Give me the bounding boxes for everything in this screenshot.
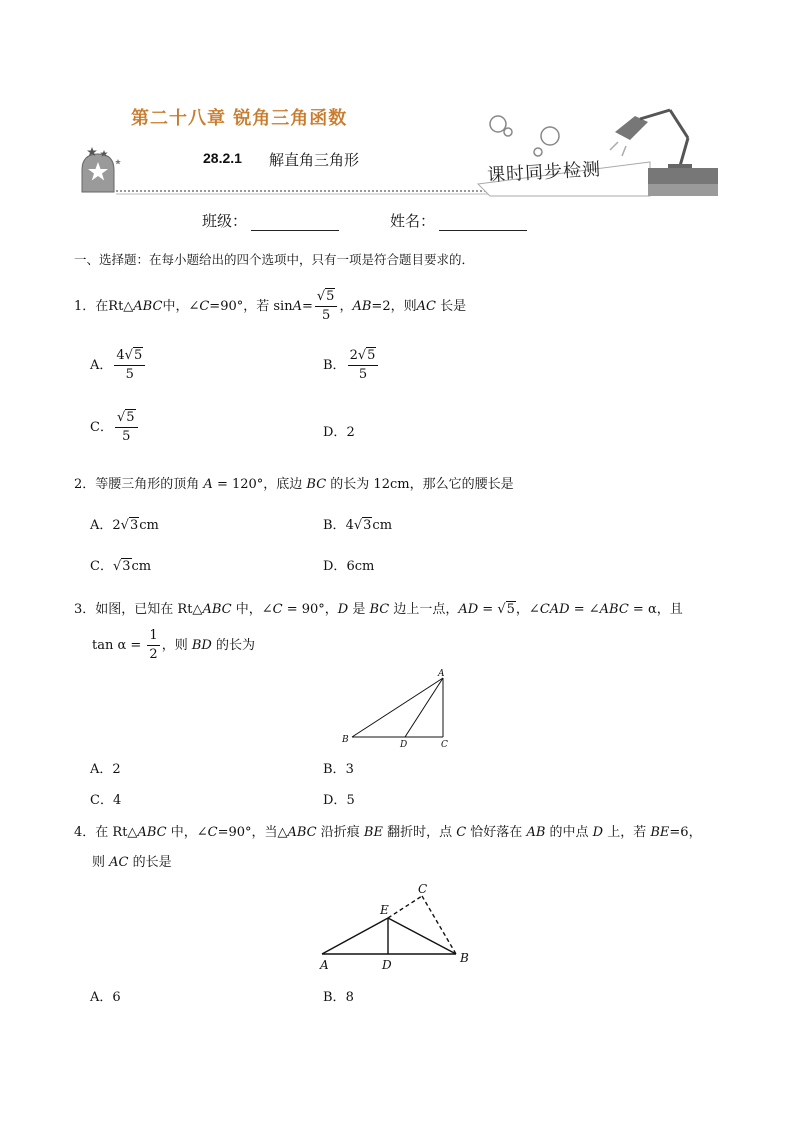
- q1-option-d[interactable]: D．2: [323, 425, 355, 440]
- label-D: D: [382, 958, 392, 972]
- q3-triangle-figure: [340, 666, 460, 752]
- label-C: C: [418, 882, 428, 896]
- label-B: B: [460, 951, 469, 965]
- question-4: 4．在 Rt△ABC 中，∠C=90°，当△ABC 沿折痕 BE 翻折时，点 C 恰好落在 AB 的中点 D 上，若 BE=6，: [74, 825, 702, 840]
- badge-text: 课时同步检测: [486, 159, 602, 186]
- q4-option-a[interactable]: A．6: [90, 990, 121, 1005]
- q1-option-b[interactable]: B． $\frac{2√5}{5}$: [323, 348, 380, 383]
- q4-fold-figure: [316, 880, 478, 974]
- label-A: A: [438, 669, 445, 679]
- section-instructions: 一、选择题：在每小题给出的四个选项中，只有一项是符合题目要求的．: [74, 252, 475, 267]
- q2-option-a[interactable]: A．2√3cm: [90, 518, 159, 533]
- name-blank[interactable]: [439, 215, 527, 231]
- label-B: B: [342, 735, 349, 745]
- q3-option-c[interactable]: C．4: [90, 793, 122, 808]
- question-3-line2: tan α = $\frac{1}{2}$ ，则 BD 的长为: [92, 628, 255, 662]
- q2-option-c[interactable]: C．√3cm: [90, 559, 152, 574]
- q3-option-d[interactable]: D．5: [323, 793, 355, 808]
- q2-option-d[interactable]: D．6cm: [323, 559, 375, 574]
- question-2: 2．等腰三角形的顶角 A = 120°，底边 BC 的长为 12cm，那么它的腰长是: [74, 477, 514, 492]
- question-3: 3．如图，已知在 Rt△ABC 中，∠C = 90°，D 是 BC 边上一点，AD = √5，∠CAD = ∠ABC = α，且: [74, 602, 683, 617]
- label-A: A: [320, 958, 329, 972]
- q3-option-a[interactable]: A．2: [90, 762, 121, 777]
- section-number: 28.2.1: [203, 150, 242, 166]
- question-4-line2: 则 AC 的长是: [92, 855, 172, 870]
- frac-sqrt5-over-5: $\frac{√5}{5}$: [315, 289, 338, 324]
- chapter-title: 第二十八章 锐角三角函数: [131, 108, 348, 129]
- q1-option-c[interactable]: C． $\frac{√5}{5}$: [90, 410, 140, 445]
- name-field[interactable]: [390, 210, 527, 231]
- q1-option-a[interactable]: A． $\frac{4√5}{5}$: [90, 348, 147, 383]
- class-field[interactable]: [202, 210, 339, 231]
- desk-lamp-icon: [610, 110, 692, 170]
- label-D: D: [400, 740, 408, 750]
- label-C: C: [441, 740, 448, 750]
- class-blank[interactable]: [251, 215, 339, 231]
- star-stamp-icon: [82, 147, 121, 192]
- q2-option-b[interactable]: B．4√3cm: [323, 518, 393, 533]
- question-1: 1．在Rt△ABC中，∠C=90°，若 sinA= $\frac{√5}{5}$ ，AB=2，则AC 长是: [74, 289, 467, 323]
- bubbles-icon: [490, 116, 559, 156]
- q3-option-b[interactable]: B．3: [323, 762, 354, 777]
- label-E: E: [380, 903, 389, 917]
- section-title: 解直角三角形: [269, 151, 360, 169]
- name-label: 姓名：: [390, 212, 436, 230]
- q4-option-b[interactable]: B．8: [323, 990, 354, 1005]
- class-label: 班级：: [202, 212, 248, 230]
